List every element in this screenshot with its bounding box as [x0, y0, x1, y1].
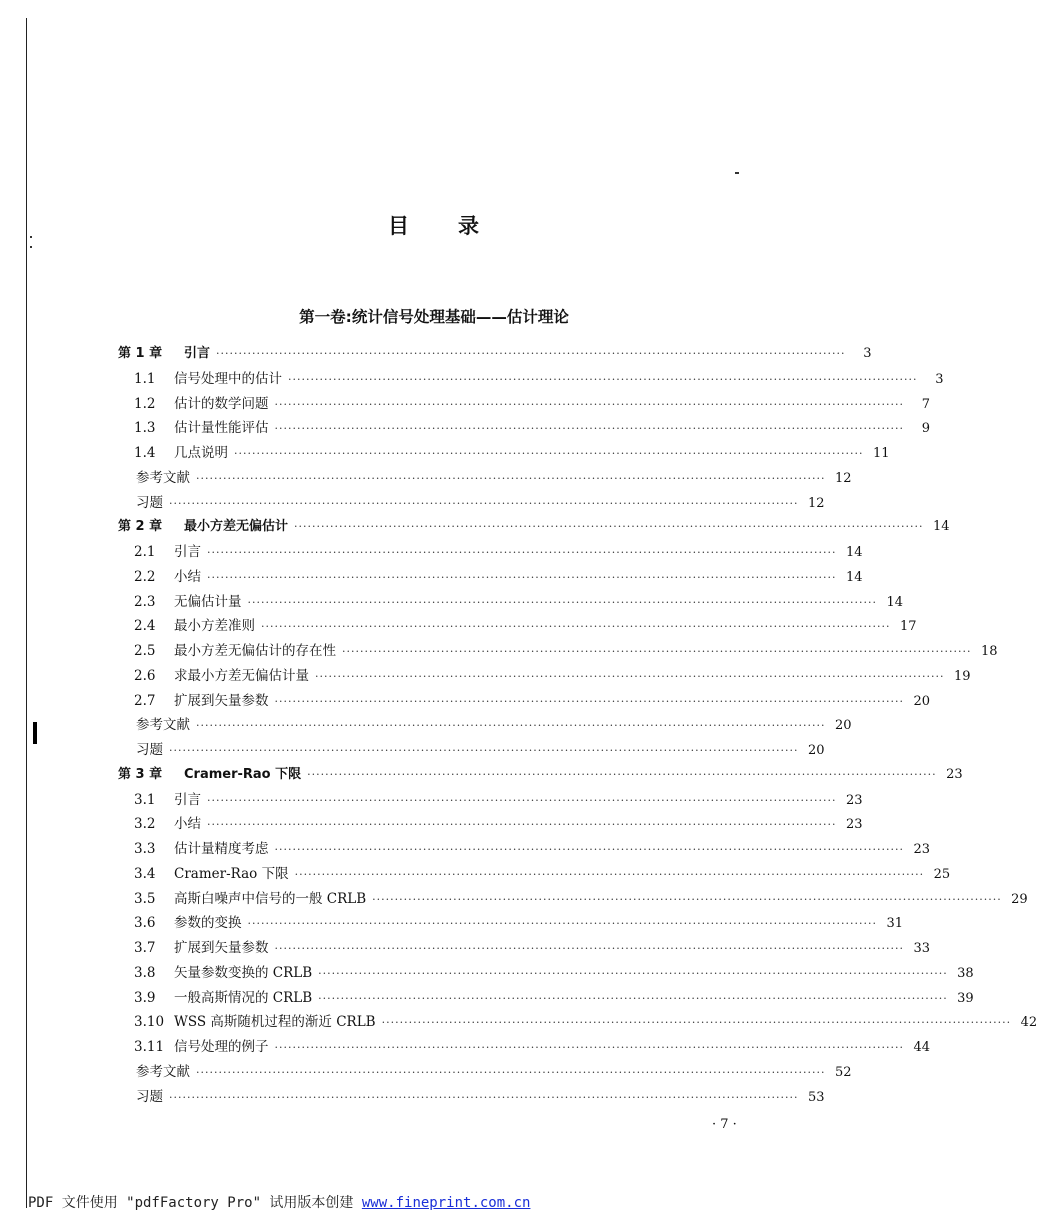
- toc-entry-label: 扩展到矢量参数: [174, 940, 269, 956]
- dot-leader: ············································································································································: [288, 372, 918, 386]
- footer-text: PDF 文件使用 "pdfFactory Pro" 试用版本创建: [28, 1195, 362, 1211]
- dot-leader: ············································································································································: [169, 496, 799, 510]
- dot-leader: ············································································································································: [274, 942, 905, 955]
- toc-chapter-row[interactable]: [118, 515, 950, 540]
- footer-link[interactable]: www.fineprint.com.cn: [361, 1195, 531, 1211]
- toc-entry-page: 23: [946, 766, 963, 782]
- toc-entry-page: 14: [845, 545, 863, 560]
- toc-entry-page: 9: [921, 421, 931, 437]
- toc-entry-label: 习题: [136, 1088, 163, 1105]
- toc-entry-label: Cramer-Rao 下限: [174, 865, 289, 882]
- toc-misc-row[interactable]: [118, 491, 825, 516]
- toc-entry-label: 引言: [174, 791, 201, 808]
- toc-section-row[interactable]: [118, 961, 974, 986]
- toc-entry-label: 参考文献: [136, 469, 190, 486]
- dot-leader: ············································································································································: [342, 645, 972, 658]
- toc-entry-page: 25: [933, 866, 951, 882]
- toc-section-row[interactable]: [118, 639, 998, 664]
- toc-entry-label: 最小方差准则: [174, 618, 255, 635]
- toc-entry-page: 7: [921, 396, 931, 412]
- dot-leader: ············································································································································: [294, 867, 925, 881]
- toc-entry-page: 14: [845, 569, 863, 585]
- toc-entry-label: 无偏估计量: [174, 593, 242, 610]
- toc-entry-label: 扩展到矢量参数: [174, 692, 269, 709]
- toc-misc-row[interactable]: [118, 466, 852, 491]
- toc-entry-number: 第 3 章: [118, 766, 163, 782]
- toc-entry-page: 20: [913, 693, 931, 709]
- dot-leader: ············································································································································: [247, 595, 878, 609]
- dot-leader: ············································································································································: [196, 719, 826, 733]
- toc-entry-page: 18: [980, 644, 998, 659]
- toc-entry-number: 2.1: [134, 544, 156, 560]
- toc-entry-number: 3.11: [134, 1039, 165, 1055]
- toc-entry-label: 引言: [184, 346, 211, 361]
- toc-entry-page: 23: [845, 792, 863, 808]
- toc-section-row[interactable]: [118, 565, 863, 590]
- dot-leader: ············································································································································: [196, 1065, 826, 1079]
- toc-entry-number: 3.4: [134, 865, 156, 882]
- toc-entry-label: 估计量性能评估: [174, 420, 269, 437]
- toc-entry-label: 参考文献: [136, 1063, 190, 1080]
- toc-entry-number: 1.4: [134, 445, 156, 461]
- toc-entry-page: 53: [807, 1089, 825, 1105]
- title-right-char: 录: [458, 214, 480, 238]
- dot-leader: ············································································································································: [207, 793, 837, 807]
- dot-leader: ············································································································································: [234, 447, 864, 460]
- toc-section-row[interactable]: [118, 367, 944, 392]
- toc-entry-label: 求最小方差无偏估计量: [174, 667, 309, 684]
- toc-entry-label: WSS 高斯随机过程的渐近 CRLB: [174, 1014, 376, 1031]
- page-title: [0, 210, 868, 240]
- dot-leader: ············································································································································: [318, 991, 948, 1005]
- toc-section-row[interactable]: [118, 590, 904, 615]
- toc-entry-number: 2.7: [134, 692, 156, 709]
- toc-entry-number: 1.3: [134, 420, 156, 437]
- toc-entry-number: 第 2 章: [118, 519, 163, 535]
- toc-entry-page: 44: [913, 1040, 931, 1055]
- toc-section-row[interactable]: [118, 862, 951, 887]
- dot-leader: ············································································································································: [315, 669, 945, 683]
- dot-leader: ············································································································································: [196, 471, 826, 485]
- toc-entry-number: 3.3: [134, 841, 156, 857]
- toc-entry-label: 估计的数学问题: [174, 395, 269, 412]
- toc-entry-page: 20: [807, 743, 825, 758]
- dot-leader: ············································································································································: [274, 843, 905, 856]
- toc-section-row[interactable]: [118, 1035, 931, 1060]
- toc-entry-number: 1.2: [134, 395, 156, 412]
- toc-section-row[interactable]: [118, 392, 931, 417]
- toc-entry-page: 11: [872, 446, 890, 461]
- dot-leader: ············································································································································: [169, 1090, 799, 1104]
- toc-entry-page: 29: [1011, 891, 1028, 907]
- toc-misc-row[interactable]: [118, 1085, 825, 1110]
- toc-entry-number: 2.4: [134, 618, 156, 635]
- dot-leader: ············································································································································: [381, 1016, 1012, 1030]
- toc-entry-label: 习题: [136, 494, 163, 511]
- toc-entry-page: 3: [935, 371, 944, 387]
- toc-entry-number: 3.2: [134, 816, 156, 833]
- toc-entry-label: 高斯白噪声中信号的一般 CRLB: [174, 890, 367, 907]
- toc-entry-number: 3.10: [134, 1014, 165, 1031]
- dot-leader: ············································································································································: [261, 620, 891, 634]
- toc-entry-page: 38: [957, 965, 974, 981]
- toc-entry-label: 引言: [174, 544, 201, 560]
- toc-entry-label: 习题: [136, 742, 163, 758]
- dot-leader: ············································································································································: [274, 422, 905, 436]
- toc-entry-page: 14: [886, 594, 904, 610]
- toc-section-row[interactable]: [118, 986, 974, 1011]
- toc-misc-row[interactable]: [118, 738, 825, 763]
- toc-entry-page: 12: [834, 470, 852, 486]
- toc-entry-number: 3.9: [134, 989, 156, 1006]
- dot-leader: ············································································································································: [169, 744, 799, 757]
- dot-leader: ············································································································································: [274, 397, 905, 411]
- toc-entry-page: 20: [834, 718, 852, 734]
- toc-entry-number: 2.2: [134, 568, 156, 585]
- toc-entry-number: 1.1: [134, 370, 156, 387]
- toc-section-row[interactable]: [118, 689, 931, 714]
- toc-section-row[interactable]: [118, 1010, 1037, 1035]
- toc-section-row[interactable]: [118, 911, 904, 936]
- toc-section-row[interactable]: [118, 788, 863, 813]
- scan-speck: [30, 246, 32, 248]
- toc-entry-label: 信号处理的例子: [174, 1039, 269, 1055]
- scan-speck: [33, 722, 37, 744]
- toc-section-row[interactable]: [118, 936, 931, 961]
- toc-entry-number: 2.5: [134, 643, 156, 659]
- dot-leader: ············································································································································: [207, 546, 837, 559]
- title-left-char: 目: [388, 214, 410, 238]
- toc-section-row[interactable]: [118, 416, 931, 441]
- table-of-contents: [118, 342, 1037, 1109]
- dot-leader: ············································································································································: [274, 694, 905, 708]
- toc-entry-number: 2.6: [134, 667, 156, 684]
- toc-chapter-row[interactable]: [118, 763, 963, 788]
- toc-entry-page: 3: [863, 346, 872, 361]
- toc-entry-number: 3.7: [134, 940, 156, 956]
- dot-leader: ············································································································································: [318, 966, 948, 980]
- toc-section-row[interactable]: [118, 614, 917, 639]
- toc-entry-page: 39: [957, 990, 974, 1006]
- toc-entry-label: 小结: [174, 816, 201, 833]
- toc-entry-label: 估计量精度考虑: [174, 841, 269, 857]
- toc-entry-label: 最小方差无偏估计的存在性: [174, 643, 336, 659]
- dot-leader: ············································································································································: [207, 570, 837, 584]
- toc-entry-page: 14: [933, 519, 950, 535]
- toc-entry-number: 3.5: [134, 890, 156, 907]
- toc-entry-page: 19: [953, 668, 971, 684]
- toc-entry-page: 52: [834, 1064, 852, 1080]
- page-number: · 7 ·: [712, 1117, 737, 1132]
- toc-section-row[interactable]: [118, 441, 890, 466]
- pdf-footer: [28, 1192, 530, 1212]
- toc-entry-page: 42: [1020, 1015, 1037, 1031]
- toc-misc-row[interactable]: [118, 1060, 852, 1085]
- toc-entry-page: 23: [845, 817, 863, 833]
- toc-chapter-row[interactable]: [118, 342, 872, 367]
- toc-section-row[interactable]: [118, 540, 863, 565]
- dot-leader: ············································································································································: [216, 347, 846, 360]
- scan-speck: [735, 172, 739, 174]
- toc-entry-label: 信号处理中的估计: [174, 370, 282, 387]
- toc-entry-label: Cramer-Rao 下限: [184, 766, 302, 782]
- toc-entry-page: 23: [913, 842, 931, 857]
- dot-leader: ············································································································································: [307, 767, 937, 781]
- toc-entry-number: 3.1: [134, 791, 156, 808]
- toc-entry-label: 最小方差无偏估计: [184, 519, 289, 535]
- toc-entry-number: 第 1 章: [118, 346, 163, 361]
- toc-entry-number: 2.3: [134, 593, 156, 610]
- dot-leader: ············································································································································: [207, 818, 837, 832]
- toc-entry-page: 12: [807, 495, 825, 511]
- toc-entry-page: 33: [913, 941, 931, 956]
- toc-section-row[interactable]: [118, 887, 1028, 912]
- toc-entry-page: 17: [899, 619, 917, 635]
- toc-entry-label: 参数的变换: [174, 915, 242, 932]
- toc-entry-label: 几点说明: [174, 445, 228, 461]
- toc-entry-label: 矢量参数变换的 CRLB: [174, 964, 313, 981]
- toc-section-row[interactable]: [118, 812, 863, 837]
- volume-title: 第一卷:统计信号处理基础——估计理论: [299, 308, 569, 326]
- dot-leader: ············································································································································: [294, 520, 924, 534]
- toc-section-row[interactable]: [118, 837, 931, 862]
- dot-leader: ············································································································································: [247, 917, 878, 931]
- toc-entry-page: 31: [886, 916, 904, 932]
- toc-section-row[interactable]: [118, 664, 971, 689]
- toc-misc-row[interactable]: [118, 713, 852, 738]
- toc-entry-label: 小结: [174, 568, 201, 585]
- dot-leader: ············································································································································: [372, 892, 1002, 906]
- toc-entry-number: 3.6: [134, 915, 156, 932]
- dot-leader: ············································································································································: [274, 1041, 905, 1054]
- left-margin-line: [26, 18, 27, 1208]
- toc-entry-label: 参考文献: [136, 717, 190, 734]
- toc-entry-number: 3.8: [134, 964, 156, 981]
- toc-entry-label: 一般高斯情况的 CRLB: [174, 989, 313, 1006]
